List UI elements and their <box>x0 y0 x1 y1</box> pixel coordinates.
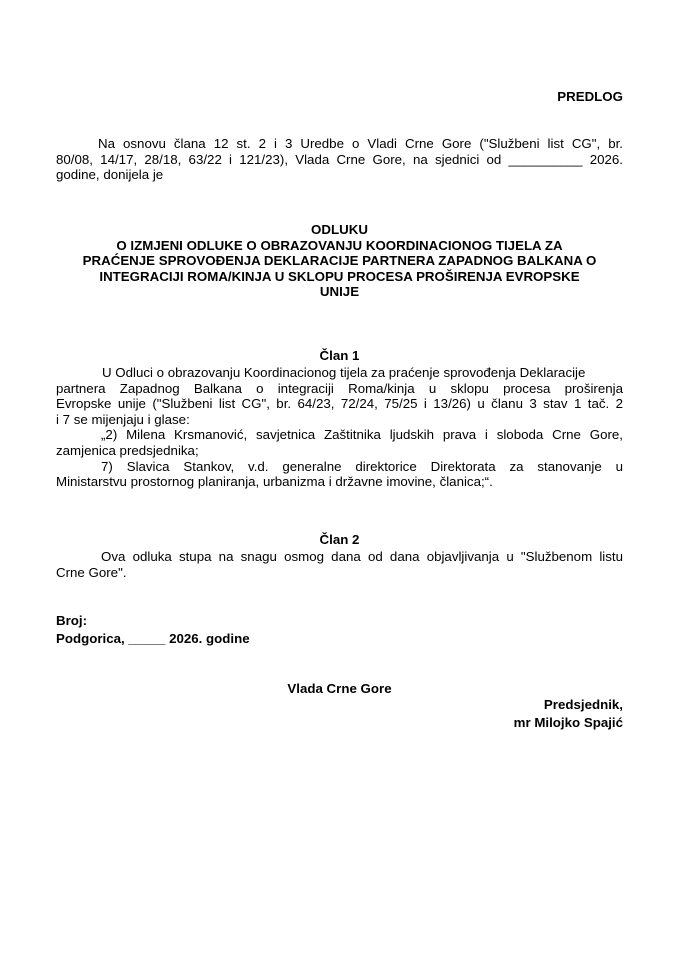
signatory-role: Predsjednik, <box>543 697 623 712</box>
decision-title-line: PRAĆENJE SPROVOĐENJA DEKLARACIJE PARTNERA ZAPADNOG BALKANA O <box>82 253 597 269</box>
article-1-heading: Član 1 <box>319 348 360 363</box>
article-1-body <box>56 365 623 490</box>
decision-title-line: INTEGRACIJI ROMA/KINJA U SKLOPU PROCESA PROŠIRENJA EVROPSKE <box>99 268 580 284</box>
government-name: Vlada Crne Gore <box>287 681 392 696</box>
article-1-item-7: 7) Slavica Stankov, v.d. generalne direktorice Direktorata za stanovanje u <box>101 458 623 474</box>
decision-title <box>56 222 623 300</box>
article-2-line: Crne Gore". <box>56 564 127 580</box>
preamble-line: 80/08, 14/17, 28/18, 63/22 i 121/23), Vlada Crne Gore, na sjednici od __________ 2026. <box>56 151 623 167</box>
closing <box>56 613 623 646</box>
proposal-label: PREDLOG <box>557 89 623 104</box>
signatory-name: mr Milojko Spajić <box>513 714 623 730</box>
preamble <box>56 136 623 183</box>
preamble-line: Na osnovu člana 12 st. 2 i 3 Uredbe o Vladi Crne Gore ("Službeni list CG", br. <box>98 136 623 151</box>
article-1-line: U Odluci o obrazovanju Koordinacionog tijela za praćenje sprovođenja Deklaracije <box>102 365 586 380</box>
article-1-item-7: Ministarstvu prostornog planiranja, urbanizma i državne imovine, članica;“. <box>56 474 493 490</box>
signature-block <box>56 697 623 730</box>
decision-title-line: UNIJE <box>319 284 360 300</box>
article-1-item-2: „2) Milena Krsmanović, savjetnica Zaštitnika ljudskih prava i sloboda Crne Gore, <box>101 427 623 443</box>
article-1-item-2: zamjenica predsjednika; <box>56 442 199 458</box>
decision-title-line: O IZMJENI ODLUKE O OBRAZOVANJU KOORDINACIONOG TIJELA ZA <box>116 237 563 253</box>
preamble-line: godine, donijela je <box>56 167 164 183</box>
decision-heading: ODLUKU <box>311 222 368 237</box>
number-label: Broj: <box>56 613 88 628</box>
article-2-body <box>56 549 623 580</box>
place-date: Podgorica, _____ 2026. godine <box>56 630 250 646</box>
article-1-line: partnera Zapadnog Balkana o integraciji Roma/kinja u sklopu procesa proširenja <box>56 380 623 396</box>
article-1-line: i 7 se mijenjaju i glase: <box>56 411 190 427</box>
article-1-line: Evropske unije ("Službeni list CG", br. 64/23, 72/24, 75/25 i 13/26) u članu 3 stav 1 tač. 2 <box>56 396 623 412</box>
article-2-line: Ova odluka stupa na snagu osmog dana od dana objavljivanja u "Službenom listu <box>101 549 623 564</box>
article-2-heading: Član 2 <box>319 532 360 547</box>
